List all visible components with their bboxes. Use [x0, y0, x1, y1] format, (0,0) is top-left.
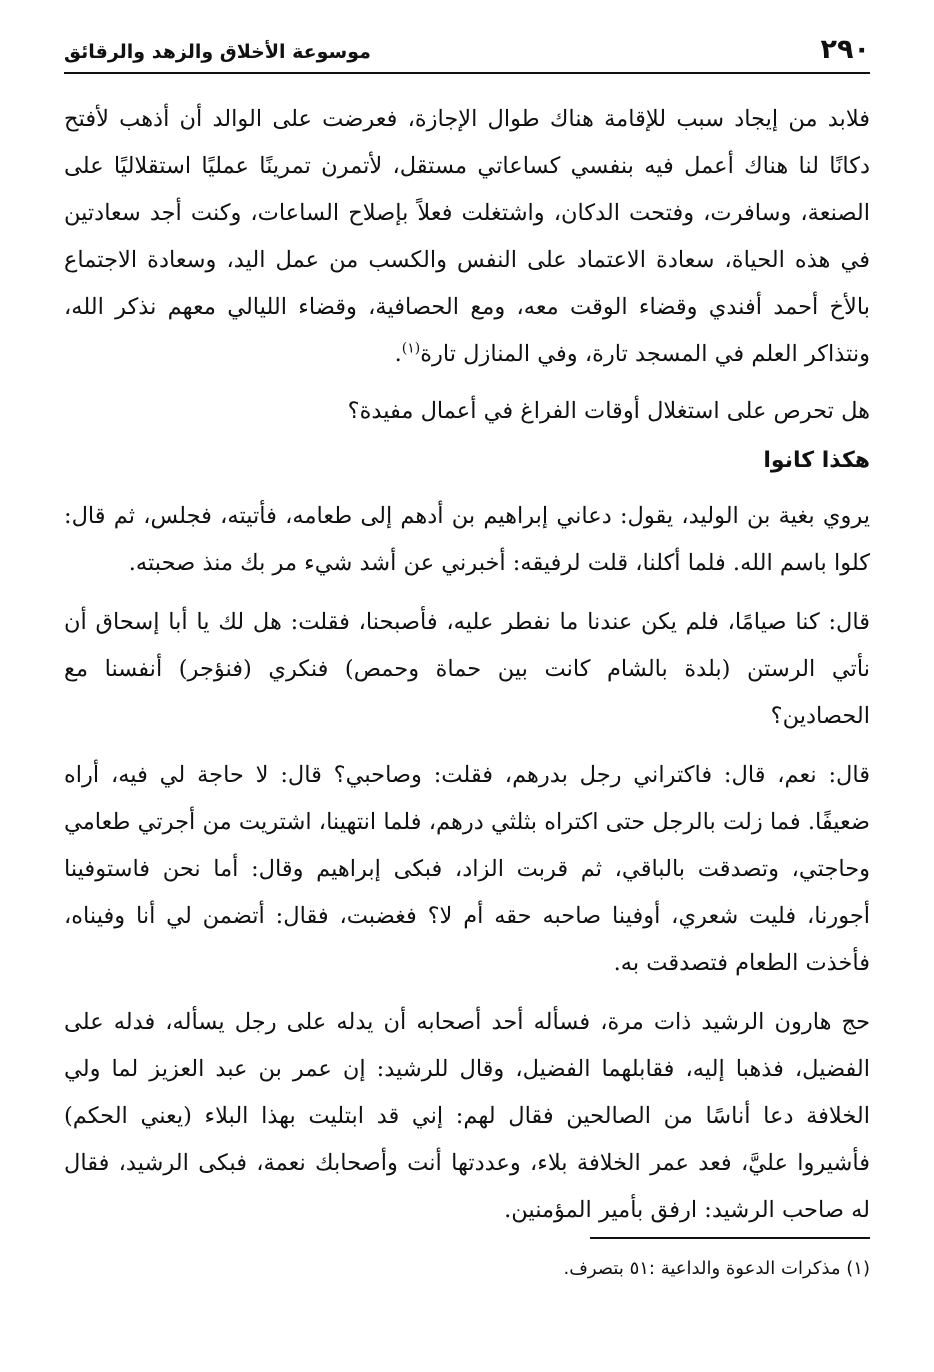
footnote: (١) مذكرات الدعوة والداعية :٥١ بتصرف.: [563, 1258, 870, 1279]
paragraph-1-end: .: [394, 341, 402, 367]
book-title: موسوعة الأخلاق والزهد والرقائق: [64, 41, 371, 63]
page-number: ٢٩٠: [820, 34, 870, 65]
footnote-reference: (١): [401, 340, 421, 357]
section-heading: هكذا كانوا: [763, 448, 870, 473]
footnote-rule: [590, 1237, 870, 1239]
paragraph-5: حج هارون الرشيد ذات مرة، فسأله أحد أصحابه أن يدله على رجل يسأله، فدله على الفضيل، فذهبا إليه، فقابلهما الفضيل، وقال للرشيد: إن عمر بن عبد العزيز لما ولي الخلافة دعا أناسًا من الصالحين فقال لهم: إني قد ابتليت بهذا البلاء (يعني الحكم) فأشيروا عليَّ، فعد عمر الخلافة بلاء، وعددتها أنت وأصحابك نعمة، فبكى الرشيد، فقال له صاحب الرشيد: ارفق بأمير المؤمنين.: [64, 1009, 870, 1223]
paragraph-1-text: فلابد من إيجاد سبب للإقامة هناك طوال الإجازة، فعرضت على الوالد أن أذهب لأفتح دكانًا لنا هناك أعمل فيه بنفسي كساعاتي مستقل، لأتمرن تمرينًا عمليًا استقلاليًا على الصنعة، وسافرت، وفتحت الدكان، واشتغلت فعلاً بإصلاح الساعات، وكنت أجد سعادتين في هذه الحياة، سعادة الاعتماد على النفس والكسب من عمل اليد، وسعادة الاجتماع بالأخ أحمد أفندي وقضاء الوقت معه، ومع الحصافية، وقضاء الليالي معهم نذكر الله، ونتذاكر العلم في المسجد تارة، وفي المنازل تارة: [64, 106, 870, 367]
paragraph-1: [64, 96, 870, 378]
paragraph-3: قال: كنا صيامًا، فلم يكن عندنا ما نفطر عليه، فأصبحنا، فقلت: هل لك يا أبا إسحاق أن نأتي الرستن (بلدة بالشام كانت بين حماة وحمص) فنكري (فنؤجر) أنفسنا مع الحصادين؟: [64, 609, 870, 729]
paragraph-4: قال: نعم، قال: فاكتراني رجل بدرهم، فقلت: وصاحبي؟ قال: لا حاجة لي فيه، أراه ضعيفًا. فما زلت بالرجل حتى اكتراه بثلثي درهم، فلما انتهينا، اشتريت من أجرتي طعامي وحاجتي، وتصدقت بالباقي، ثم قربت الزاد، فبكى إبراهيم وقال: أما نحن فاستوفينا أجورنا، فليت شعري، أوفينا صاحبه حقه أم لا؟ فغضبت، فقال: أتضمن لي أنا وفيناه، فأخذت الطعام فتصدقت به.: [64, 762, 870, 976]
paragraph-2: يروي بغية بن الوليد، يقول: دعاني إبراهيم بن أدهم إلى طعامه، فأتيته، فجلس، ثم قال: كلوا باسم الله. فلما أكلنا، قلت لرفيقه: أخبرني عن أشد شيء مر بك منذ صحبته.: [64, 503, 870, 576]
reflection-question: هل تحرص على استغلال أوقات الفراغ في أعمال مفيدة؟: [347, 398, 870, 424]
page-header: [64, 34, 870, 74]
page-body: [64, 96, 870, 1234]
header-rule: [64, 72, 870, 74]
